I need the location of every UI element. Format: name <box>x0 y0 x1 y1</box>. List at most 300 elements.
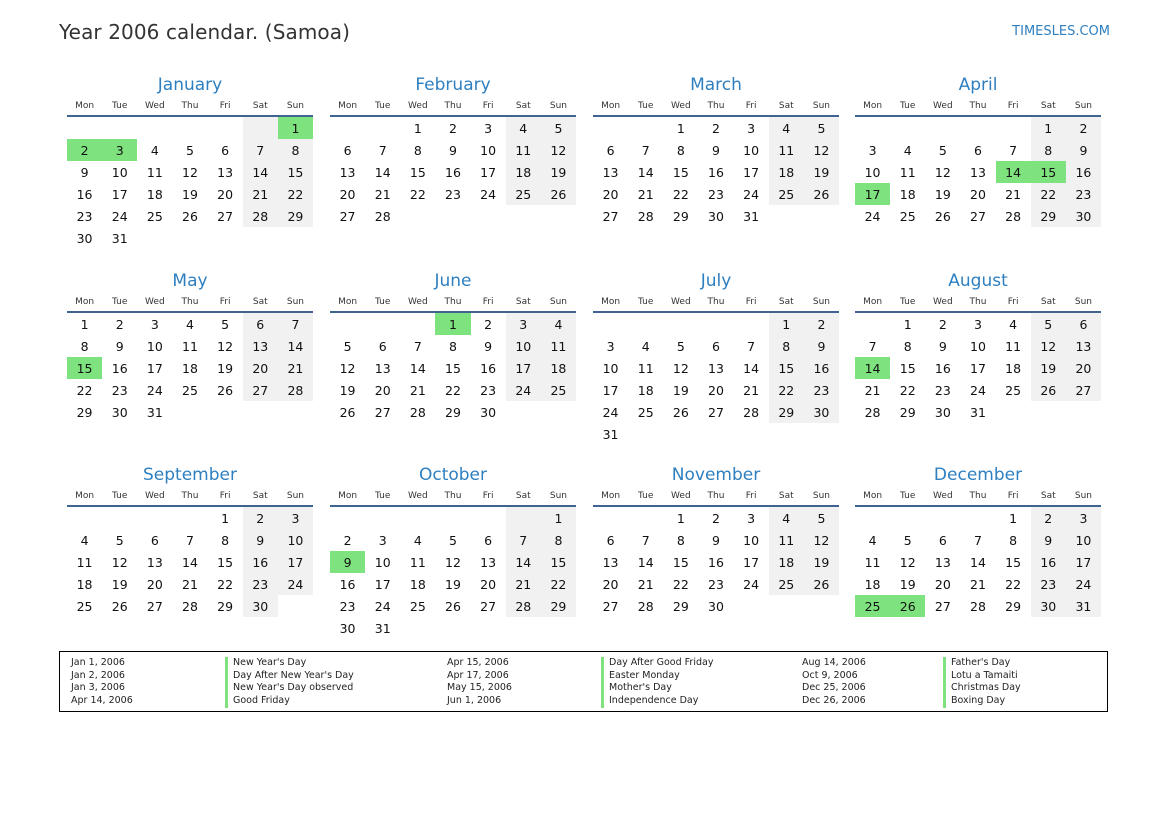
day-cell[interactable]: 22 <box>445 382 461 398</box>
day-cell[interactable]: 16 <box>445 164 461 180</box>
day-cell[interactable]: 3 <box>378 532 387 548</box>
day-cell[interactable]: 27 <box>217 208 234 224</box>
day-cell[interactable]: 4 <box>769 116 804 139</box>
day-cell[interactable]: 17 <box>602 382 619 398</box>
day-cell[interactable]: 14 <box>637 554 654 570</box>
day-cell[interactable]: 16 <box>708 164 724 180</box>
day-cell[interactable]: 10 <box>374 554 391 570</box>
day-cell[interactable]: 2 <box>67 139 102 161</box>
day-cell[interactable]: 13 <box>602 164 619 180</box>
day-cell[interactable]: 22 <box>541 573 576 595</box>
day-cell[interactable]: 7 <box>413 338 422 354</box>
day-cell[interactable]: 9 <box>243 529 278 551</box>
day-cell[interactable]: 4 <box>186 316 194 332</box>
day-cell[interactable]: 3 <box>868 142 877 158</box>
day-cell[interactable]: 31 <box>602 426 619 442</box>
day-cell[interactable]: 21 <box>182 576 198 592</box>
day-cell[interactable]: 3 <box>278 506 313 529</box>
day-cell[interactable]: 29 <box>445 404 461 420</box>
day-cell[interactable]: 9 <box>330 551 365 573</box>
day-cell[interactable]: 17 <box>970 360 986 376</box>
day-cell[interactable]: 28 <box>374 208 391 224</box>
day-cell[interactable]: 3 <box>102 139 137 161</box>
day-cell[interactable]: 23 <box>708 186 724 202</box>
day-cell[interactable]: 20 <box>480 576 497 592</box>
day-cell[interactable]: 1 <box>903 316 912 332</box>
day-cell[interactable]: 17 <box>480 164 497 180</box>
site-link[interactable]: TIMESLES.COM <box>1012 24 1110 39</box>
day-cell[interactable]: 28 <box>1005 208 1022 224</box>
day-cell[interactable]: 15 <box>445 360 461 376</box>
day-cell[interactable]: 28 <box>970 598 986 614</box>
day-cell[interactable]: 21 <box>278 357 313 379</box>
day-cell[interactable]: 17 <box>506 357 541 379</box>
day-cell[interactable]: 2 <box>243 506 278 529</box>
day-cell[interactable]: 25 <box>541 379 576 401</box>
day-cell[interactable]: 6 <box>343 142 352 158</box>
day-cell[interactable]: 12 <box>672 360 689 376</box>
day-cell[interactable]: 7 <box>186 532 194 548</box>
day-cell[interactable]: 18 <box>409 576 426 592</box>
day-cell[interactable]: 20 <box>708 382 724 398</box>
day-cell[interactable]: 4 <box>1009 316 1018 332</box>
day-cell[interactable]: 8 <box>541 529 576 551</box>
day-cell[interactable]: 9 <box>712 532 720 548</box>
day-cell[interactable]: 28 <box>278 379 313 401</box>
day-cell[interactable]: 11 <box>146 164 163 180</box>
day-cell[interactable]: 22 <box>672 186 689 202</box>
day-cell[interactable]: 13 <box>374 360 391 376</box>
day-cell[interactable]: 3 <box>747 510 756 526</box>
day-cell[interactable]: 6 <box>606 532 615 548</box>
day-cell[interactable]: 28 <box>637 208 654 224</box>
day-cell[interactable]: 27 <box>480 598 497 614</box>
day-cell[interactable]: 28 <box>637 598 654 614</box>
day-cell[interactable]: 13 <box>339 164 356 180</box>
day-cell[interactable]: 5 <box>186 142 194 158</box>
day-cell[interactable]: 6 <box>150 532 159 548</box>
day-cell[interactable]: 17 <box>855 183 890 205</box>
day-cell[interactable]: 10 <box>1066 529 1101 551</box>
day-cell[interactable]: 13 <box>480 554 497 570</box>
day-cell[interactable]: 4 <box>769 506 804 529</box>
day-cell[interactable]: 30 <box>804 401 839 423</box>
day-cell[interactable]: 4 <box>641 338 650 354</box>
day-cell[interactable]: 6 <box>1066 312 1101 335</box>
day-cell[interactable]: 30 <box>934 404 951 420</box>
day-cell[interactable]: 1 <box>80 316 89 332</box>
day-cell[interactable]: 11 <box>899 164 916 180</box>
day-cell[interactable]: 11 <box>769 529 804 551</box>
day-cell[interactable]: 4 <box>903 142 912 158</box>
day-cell[interactable]: 2 <box>712 510 720 526</box>
day-cell[interactable]: 25 <box>1005 382 1022 398</box>
day-cell[interactable]: 10 <box>743 142 760 158</box>
day-cell[interactable]: 22 <box>899 382 916 398</box>
day-cell[interactable]: 30 <box>708 598 724 614</box>
day-cell[interactable]: 23 <box>445 186 461 202</box>
day-cell[interactable]: 25 <box>637 404 654 420</box>
day-cell[interactable]: 31 <box>743 208 760 224</box>
day-cell[interactable]: 20 <box>970 186 986 202</box>
day-cell[interactable]: 26 <box>1031 379 1066 401</box>
day-cell[interactable]: 1 <box>769 312 804 335</box>
day-cell[interactable]: 7 <box>506 529 541 551</box>
day-cell[interactable]: 11 <box>637 360 654 376</box>
day-cell[interactable]: 17 <box>1066 551 1101 573</box>
day-cell[interactable]: 19 <box>804 551 839 573</box>
day-cell[interactable]: 9 <box>80 164 89 180</box>
day-cell[interactable]: 4 <box>413 532 422 548</box>
day-cell[interactable]: 1 <box>676 120 685 136</box>
day-cell[interactable]: 1 <box>676 510 685 526</box>
day-cell[interactable]: 7 <box>747 338 756 354</box>
day-cell[interactable]: 16 <box>934 360 951 376</box>
day-cell[interactable]: 6 <box>974 142 982 158</box>
day-cell[interactable]: 2 <box>1031 506 1066 529</box>
day-cell[interactable]: 12 <box>339 360 356 376</box>
day-cell[interactable]: 9 <box>804 335 839 357</box>
day-cell[interactable]: 14 <box>182 554 198 570</box>
day-cell[interactable]: 24 <box>278 573 313 595</box>
day-cell[interactable]: 8 <box>1009 532 1018 548</box>
day-cell[interactable]: 19 <box>182 186 198 202</box>
day-cell[interactable]: 21 <box>970 576 986 592</box>
day-cell[interactable]: 4 <box>541 312 576 335</box>
day-cell[interactable]: 14 <box>243 161 278 183</box>
day-cell[interactable]: 23 <box>1031 573 1066 595</box>
day-cell[interactable]: 9 <box>1066 139 1101 161</box>
day-cell[interactable]: 12 <box>541 139 576 161</box>
day-cell[interactable]: 4 <box>150 142 159 158</box>
day-cell[interactable]: 15 <box>278 161 313 183</box>
day-cell[interactable]: 19 <box>217 360 234 376</box>
day-cell[interactable]: 19 <box>672 382 689 398</box>
day-cell[interactable]: 18 <box>1005 360 1022 376</box>
day-cell[interactable]: 25 <box>506 183 541 205</box>
day-cell[interactable]: 15 <box>672 554 689 570</box>
day-cell[interactable]: 20 <box>146 576 163 592</box>
day-cell[interactable]: 20 <box>602 576 619 592</box>
day-cell[interactable]: 28 <box>409 404 426 420</box>
day-cell[interactable]: 23 <box>339 598 356 614</box>
day-cell[interactable]: 2 <box>804 312 839 335</box>
day-cell[interactable]: 31 <box>146 404 163 420</box>
day-cell[interactable]: 1 <box>278 116 313 139</box>
day-cell[interactable]: 16 <box>1066 161 1101 183</box>
day-cell[interactable]: 9 <box>115 338 124 354</box>
day-cell[interactable]: 19 <box>934 186 951 202</box>
day-cell[interactable]: 30 <box>708 208 724 224</box>
day-cell[interactable]: 22 <box>672 576 689 592</box>
day-cell[interactable]: 12 <box>445 554 461 570</box>
day-cell[interactable]: 13 <box>708 360 724 376</box>
day-cell[interactable]: 15 <box>217 554 234 570</box>
day-cell[interactable]: 9 <box>449 142 457 158</box>
day-cell[interactable]: 23 <box>1066 183 1101 205</box>
day-cell[interactable]: 5 <box>903 532 912 548</box>
day-cell[interactable]: 26 <box>934 208 951 224</box>
day-cell[interactable]: 19 <box>339 382 356 398</box>
day-cell[interactable]: 18 <box>899 186 916 202</box>
day-cell[interactable]: 18 <box>76 576 93 592</box>
day-cell[interactable]: 1 <box>413 120 422 136</box>
day-cell[interactable]: 18 <box>541 357 576 379</box>
day-cell[interactable]: 14 <box>409 360 426 376</box>
day-cell[interactable]: 14 <box>278 335 313 357</box>
day-cell[interactable]: 10 <box>278 529 313 551</box>
day-cell[interactable]: 11 <box>76 554 93 570</box>
day-cell[interactable]: 29 <box>1031 205 1066 227</box>
day-cell[interactable]: 18 <box>769 551 804 573</box>
day-cell[interactable]: 29 <box>899 404 916 420</box>
day-cell[interactable]: 22 <box>76 382 93 398</box>
day-cell[interactable]: 23 <box>480 382 497 398</box>
day-cell[interactable]: 28 <box>506 595 541 617</box>
day-cell[interactable]: 9 <box>1031 529 1066 551</box>
day-cell[interactable]: 8 <box>769 335 804 357</box>
day-cell[interactable]: 3 <box>974 316 982 332</box>
day-cell[interactable]: 27 <box>602 598 619 614</box>
day-cell[interactable]: 2 <box>449 120 457 136</box>
day-cell[interactable]: 4 <box>868 532 877 548</box>
day-cell[interactable]: 20 <box>243 357 278 379</box>
day-cell[interactable]: 13 <box>602 554 619 570</box>
day-cell[interactable]: 20 <box>217 186 234 202</box>
day-cell[interactable]: 13 <box>1066 335 1101 357</box>
day-cell[interactable]: 31 <box>970 404 986 420</box>
day-cell[interactable]: 3 <box>506 312 541 335</box>
day-cell[interactable]: 24 <box>1066 573 1101 595</box>
day-cell[interactable]: 29 <box>541 595 576 617</box>
day-cell[interactable]: 15 <box>67 357 102 379</box>
day-cell[interactable]: 8 <box>278 139 313 161</box>
day-cell[interactable]: 6 <box>378 338 387 354</box>
day-cell[interactable]: 2 <box>343 532 352 548</box>
day-cell[interactable]: 17 <box>146 360 163 376</box>
day-cell[interactable]: 10 <box>111 164 128 180</box>
day-cell[interactable]: 19 <box>111 576 128 592</box>
day-cell[interactable]: 15 <box>1031 161 1066 183</box>
day-cell[interactable]: 24 <box>146 382 163 398</box>
day-cell[interactable]: 24 <box>602 404 619 420</box>
day-cell[interactable]: 13 <box>146 554 163 570</box>
day-cell[interactable]: 24 <box>111 208 128 224</box>
day-cell[interactable]: 7 <box>641 142 650 158</box>
day-cell[interactable]: 6 <box>221 142 230 158</box>
day-cell[interactable]: 11 <box>506 139 541 161</box>
day-cell[interactable]: 22 <box>1005 576 1022 592</box>
day-cell[interactable]: 15 <box>541 551 576 573</box>
day-cell[interactable]: 13 <box>934 554 951 570</box>
day-cell[interactable]: 29 <box>672 208 689 224</box>
day-cell[interactable]: 14 <box>506 551 541 573</box>
day-cell[interactable]: 8 <box>1031 139 1066 161</box>
day-cell[interactable]: 20 <box>339 186 356 202</box>
day-cell[interactable]: 12 <box>182 164 198 180</box>
day-cell[interactable]: 1 <box>1009 510 1018 526</box>
day-cell[interactable]: 30 <box>1031 595 1066 617</box>
day-cell[interactable]: 18 <box>637 382 654 398</box>
day-cell[interactable]: 19 <box>445 576 461 592</box>
day-cell[interactable]: 15 <box>672 164 689 180</box>
day-cell[interactable]: 15 <box>409 164 426 180</box>
day-cell[interactable]: 3 <box>1066 506 1101 529</box>
day-cell[interactable]: 19 <box>1031 357 1066 379</box>
day-cell[interactable]: 12 <box>804 139 839 161</box>
day-cell[interactable]: 28 <box>864 404 881 420</box>
day-cell[interactable]: 24 <box>374 598 391 614</box>
day-cell[interactable]: 21 <box>243 183 278 205</box>
day-cell[interactable]: 13 <box>243 335 278 357</box>
day-cell[interactable]: 26 <box>541 183 576 205</box>
day-cell[interactable]: 21 <box>864 382 881 398</box>
day-cell[interactable]: 10 <box>602 360 619 376</box>
day-cell[interactable]: 23 <box>243 573 278 595</box>
day-cell[interactable]: 15 <box>1005 554 1022 570</box>
day-cell[interactable]: 30 <box>76 230 93 246</box>
day-cell[interactable]: 10 <box>743 532 760 548</box>
day-cell[interactable]: 16 <box>804 357 839 379</box>
day-cell[interactable]: 28 <box>243 205 278 227</box>
day-cell[interactable]: 16 <box>76 186 93 202</box>
day-cell[interactable]: 12 <box>111 554 128 570</box>
day-cell[interactable]: 29 <box>672 598 689 614</box>
day-cell[interactable]: 16 <box>339 576 356 592</box>
day-cell[interactable]: 29 <box>1005 598 1022 614</box>
day-cell[interactable]: 8 <box>449 338 457 354</box>
day-cell[interactable]: 29 <box>278 205 313 227</box>
day-cell[interactable]: 21 <box>637 186 654 202</box>
day-cell[interactable]: 25 <box>76 598 93 614</box>
day-cell[interactable]: 27 <box>970 208 986 224</box>
day-cell[interactable]: 25 <box>182 382 198 398</box>
day-cell[interactable]: 15 <box>769 357 804 379</box>
day-cell[interactable]: 18 <box>769 161 804 183</box>
day-cell[interactable]: 27 <box>243 379 278 401</box>
day-cell[interactable]: 28 <box>743 404 760 420</box>
day-cell[interactable]: 9 <box>938 338 947 354</box>
day-cell[interactable]: 25 <box>899 208 916 224</box>
day-cell[interactable]: 2 <box>712 120 720 136</box>
day-cell[interactable]: 27 <box>339 208 356 224</box>
day-cell[interactable]: 18 <box>506 161 541 183</box>
day-cell[interactable]: 7 <box>868 338 877 354</box>
day-cell[interactable]: 25 <box>769 573 804 595</box>
day-cell[interactable]: 24 <box>970 382 986 398</box>
day-cell[interactable]: 14 <box>970 554 986 570</box>
day-cell[interactable]: 21 <box>409 382 426 398</box>
day-cell[interactable]: 6 <box>712 338 720 354</box>
day-cell[interactable]: 10 <box>146 338 163 354</box>
day-cell[interactable]: 11 <box>769 139 804 161</box>
day-cell[interactable]: 10 <box>864 164 881 180</box>
day-cell[interactable]: 26 <box>339 404 356 420</box>
day-cell[interactable]: 27 <box>1066 379 1101 401</box>
day-cell[interactable]: 20 <box>1066 357 1101 379</box>
day-cell[interactable]: 4 <box>80 532 89 548</box>
day-cell[interactable]: 30 <box>339 620 356 636</box>
day-cell[interactable]: 12 <box>899 554 916 570</box>
day-cell[interactable]: 11 <box>864 554 881 570</box>
day-cell[interactable]: 18 <box>146 186 163 202</box>
day-cell[interactable]: 12 <box>934 164 951 180</box>
day-cell[interactable]: 22 <box>409 186 426 202</box>
day-cell[interactable]: 5 <box>676 338 685 354</box>
day-cell[interactable]: 10 <box>480 142 497 158</box>
day-cell[interactable]: 14 <box>374 164 391 180</box>
day-cell[interactable]: 3 <box>606 338 615 354</box>
day-cell[interactable]: 19 <box>804 161 839 183</box>
day-cell[interactable]: 21 <box>506 573 541 595</box>
day-cell[interactable]: 17 <box>743 554 760 570</box>
day-cell[interactable]: 22 <box>1031 183 1066 205</box>
day-cell[interactable]: 5 <box>221 316 230 332</box>
day-cell[interactable]: 26 <box>111 598 128 614</box>
day-cell[interactable]: 13 <box>970 164 986 180</box>
day-cell[interactable]: 18 <box>864 576 881 592</box>
day-cell[interactable]: 8 <box>221 532 230 548</box>
day-cell[interactable]: 12 <box>217 338 234 354</box>
day-cell[interactable]: 8 <box>676 532 685 548</box>
day-cell[interactable]: 17 <box>111 186 128 202</box>
day-cell[interactable]: 27 <box>708 404 724 420</box>
day-cell[interactable]: 5 <box>804 506 839 529</box>
day-cell[interactable]: 7 <box>1009 142 1018 158</box>
day-cell[interactable]: 24 <box>743 186 760 202</box>
day-cell[interactable]: 11 <box>182 338 198 354</box>
day-cell[interactable]: 24 <box>480 186 497 202</box>
day-cell[interactable]: 23 <box>804 379 839 401</box>
day-cell[interactable]: 19 <box>899 576 916 592</box>
day-cell[interactable]: 23 <box>111 382 128 398</box>
day-cell[interactable]: 10 <box>506 335 541 357</box>
day-cell[interactable]: 5 <box>449 532 457 548</box>
day-cell[interactable]: 11 <box>409 554 426 570</box>
day-cell[interactable]: 3 <box>747 120 756 136</box>
day-cell[interactable]: 3 <box>484 120 493 136</box>
day-cell[interactable]: 14 <box>855 357 890 379</box>
day-cell[interactable]: 6 <box>243 312 278 335</box>
day-cell[interactable]: 30 <box>243 595 278 617</box>
day-cell[interactable]: 26 <box>804 183 839 205</box>
day-cell[interactable]: 24 <box>506 379 541 401</box>
day-cell[interactable]: 17 <box>743 164 760 180</box>
day-cell[interactable]: 7 <box>974 532 982 548</box>
day-cell[interactable]: 22 <box>769 379 804 401</box>
day-cell[interactable]: 25 <box>146 208 163 224</box>
day-cell[interactable]: 30 <box>1066 205 1101 227</box>
day-cell[interactable]: 23 <box>708 576 724 592</box>
day-cell[interactable]: 7 <box>378 142 387 158</box>
day-cell[interactable]: 7 <box>641 532 650 548</box>
day-cell[interactable]: 8 <box>80 338 89 354</box>
day-cell[interactable]: 7 <box>243 139 278 161</box>
day-cell[interactable]: 17 <box>374 576 391 592</box>
day-cell[interactable]: 17 <box>278 551 313 573</box>
day-cell[interactable]: 5 <box>343 338 352 354</box>
day-cell[interactable]: 16 <box>243 551 278 573</box>
day-cell[interactable]: 1 <box>1031 116 1066 139</box>
day-cell[interactable]: 29 <box>769 401 804 423</box>
day-cell[interactable]: 5 <box>115 532 124 548</box>
day-cell[interactable]: 16 <box>111 360 128 376</box>
day-cell[interactable]: 21 <box>743 382 760 398</box>
day-cell[interactable]: 5 <box>541 116 576 139</box>
day-cell[interactable]: 26 <box>445 598 461 614</box>
day-cell[interactable]: 27 <box>374 404 391 420</box>
day-cell[interactable]: 31 <box>374 620 391 636</box>
